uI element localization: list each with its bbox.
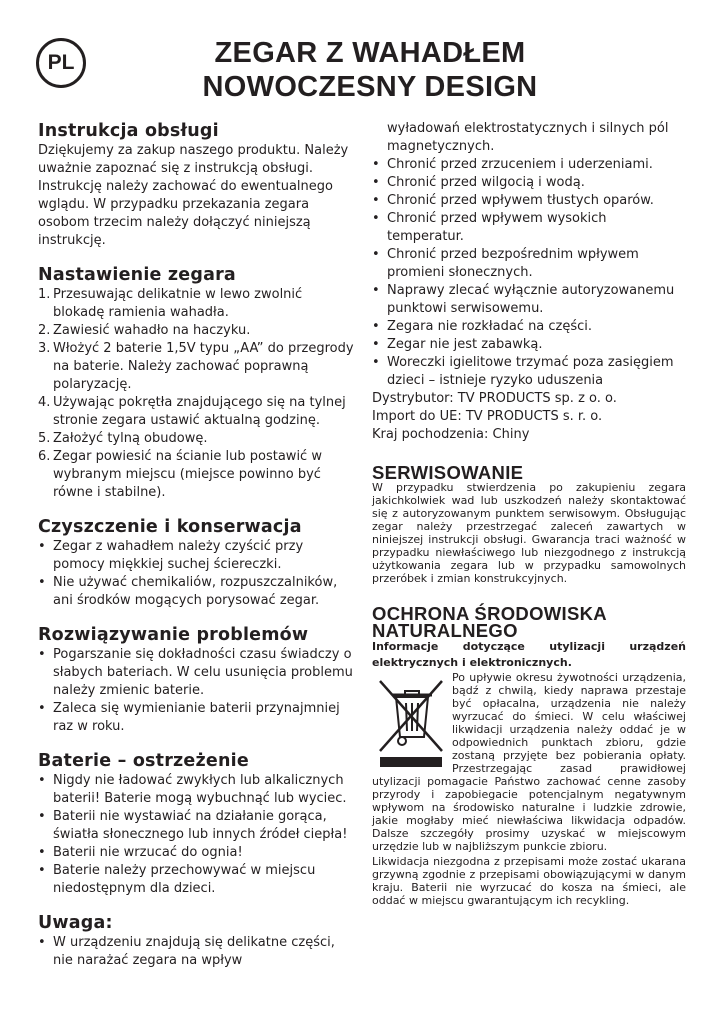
uwaga-list-start (38, 934, 356, 970)
list-item: 5. Założyć tylną obudowę. (38, 431, 208, 446)
left-column (38, 120, 356, 970)
list-item: 4. Używając pokrętła znajdującego się na tylnej stronie zegara ustawić aktualną godzinę. (38, 395, 346, 428)
list-item: • Chronić przed wilgocią i wodą. (372, 175, 585, 190)
list-item: • Chronić przed bezpośrednim wpływem promieni słonecznych. (372, 247, 639, 280)
list-item: • Nigdy nie ładować zwykłych lub alkalicznych baterii! Baterie mogą wybuchnąć lub wyciec. (38, 773, 347, 806)
importer: Import do UE: TV PRODUCTS s. r. o. (372, 409, 603, 424)
problemy-list (38, 646, 356, 736)
ochrona-heading-line-2: NATURALNEGO (372, 620, 518, 641)
list-item: • Nie używać chemikaliów, rozpuszczalników, ani środków mogących porysować zegar. (38, 575, 338, 608)
instrukcja-body: Dziękujemy za zakup naszego produktu. Należy uważnie zapoznać się z instrukcją obsługi. Instrukcję należy zachować do ewentualnego wglądu. W przypadku przekazania zegara osobom trzecim należy dołączyć niniejszą instrukcję. (38, 143, 349, 248)
list-item: 2. Zawiesić wahadło na haczyku. (38, 323, 251, 338)
baterie-heading: Baterie – ostrzeżenie (38, 751, 249, 771)
baterie-list (38, 772, 356, 898)
page-title (110, 36, 630, 104)
list-item: 1. Przesuwając delikatnie w lewo zwolnić blokadę ramienia wahadła. (38, 287, 303, 320)
czyszczenie-list (38, 538, 356, 610)
list-item: • Zegara nie rozkładać na części. (372, 319, 593, 334)
czyszczenie-heading: Czyszczenie i konserwacja (38, 517, 302, 537)
uwaga-list-continued (372, 120, 686, 390)
ochrona-heading-line-1: OCHRONA ŚRODOWISKA (372, 603, 607, 624)
crossed-out-wheelie-bin-icon (372, 673, 447, 769)
list-item: • W urządzeniu znajdują się delikatne części, nie narażać zegara na wpływ (38, 935, 335, 968)
problemy-heading: Rozwiązywanie problemów (38, 625, 309, 645)
list-item-continued: wyładowań elektrostatycznych i silnych pól magnetycznych. (387, 121, 669, 154)
serwis-body: W przypadku stwierdzenia po zakupieniu zegara jakichkolwiek wad lub uszkodzeń należy skontaktować się z autoryzowanym punktem serwisowym. Obsługując zegar należy przestrzegać zaleceń zawartych w niniejszej instrukcji obsługi. Gwarancja traci ważność w przypadku niewłaściwego lub niezgodnego z instrukcją użytkowania zegara lub w przypadku samowolnych przeróbek i zmian konstrukcyjnych. (372, 481, 686, 585)
list-item: • Baterii nie wrzucać do ognia! (38, 845, 243, 860)
list-item: • Chronić przed zrzuceniem i uderzeniami. (372, 157, 653, 172)
list-item: • Zaleca się wymienianie baterii przynajmniej raz w roku. (38, 701, 340, 734)
language-badge (36, 38, 86, 88)
list-item: • Chronić przed wpływem wysokich temperatur. (372, 211, 607, 244)
nastawienie-steps (38, 286, 356, 502)
title-line-2: NOWOCZESNY DESIGN (202, 71, 538, 103)
nastawienie-heading: Nastawienie zegara (38, 265, 236, 285)
ochrona-body: Po upływie okresu żywotności urządzenia, bądź z chwilą, kiedy naprawa przestaje być opłacalna, urządzenia nie należy wyrzucać do śmieci. W celu właściwej likwidacji urządzenia należy oddać je w odpowiednich punktach zbioru, gdzie zostaną przyjęte bez pobierania opłaty. Przestrzegając zasad prawidłowej utylizacji pomagacie Państwo zachować cenne zasoby przyrody i zapobiegacie potencjalnym negatywnym wpływom na środowisko naturalne i ludzkie zdrowie, jakie mogłaby mieć niewłaściwa likwidacja odpadów. Dalsze szczegóły prosimy uzyskać w miejscowym urzędzie lub w najbliższym punkcie zbioru. (372, 671, 686, 853)
language-code: PL (47, 51, 75, 74)
uwaga-heading: Uwaga: (38, 913, 113, 933)
list-item: • Woreczki igielitowe trzymać poza zasięgiem dzieci – istnieje ryzyko uduszenia (372, 355, 674, 388)
title-line-1: ZEGAR Z WAHADŁEM (214, 37, 526, 69)
ochrona-subheading: Informacje dotyczące utylizacji urządzeń elektrycznych i elektronicznych. (372, 640, 686, 669)
list-item: 6. Zegar powiesić na ścianie lub postawić w wybranym miejscu (miejsce powinno być równe i stabilne). (38, 449, 322, 500)
list-item: • Naprawy zlecać wyłącznie autoryzowanemu punktowi serwisowemu. (372, 283, 675, 316)
list-item: • Zegar nie jest zabawką. (372, 337, 543, 352)
distributor: Dystrybutor: TV PRODUCTS sp. z o. o. (372, 391, 617, 406)
list-item: • Zegar z wahadłem należy czyścić przy pomocy miękkiej suchej ściereczki. (38, 539, 304, 572)
list-item: 3. Włożyć 2 baterie 1,5V typu „AA” do przegrody na baterie. Należy zachować poprawną polaryzację. (38, 341, 354, 392)
serwis-heading: SERWISOWANIE (372, 462, 524, 483)
ochrona-penalty: Likwidacja niezgodna z przepisami może zostać ukarana grzywną zgodnie z przepisami obowiązującymi w danym kraju. Baterii nie wyrzucać do kosza na śmieci, ale oddać w miejscu gwarantującym ich recykling. (372, 855, 686, 907)
right-column (372, 120, 686, 907)
list-item: • Chronić przed wpływem tłustych oparów. (372, 193, 654, 208)
list-item: • Baterie należy przechowywać w miejscu niedostępnym dla dzieci. (38, 863, 316, 896)
ochrona-heading (372, 605, 686, 639)
origin: Kraj pochodzenia: Chiny (372, 427, 530, 442)
list-item: • Baterii nie wystawiać na działanie gorąca, światła słonecznego lub innych źródeł ciepła! (38, 809, 348, 842)
list-item: • Pogarszanie się dokładności czasu świadczy o słabych bateriach. W celu usunięcia problemu należy zmienic baterie. (38, 647, 353, 698)
instrukcja-heading: Instrukcja obsługi (38, 121, 219, 141)
